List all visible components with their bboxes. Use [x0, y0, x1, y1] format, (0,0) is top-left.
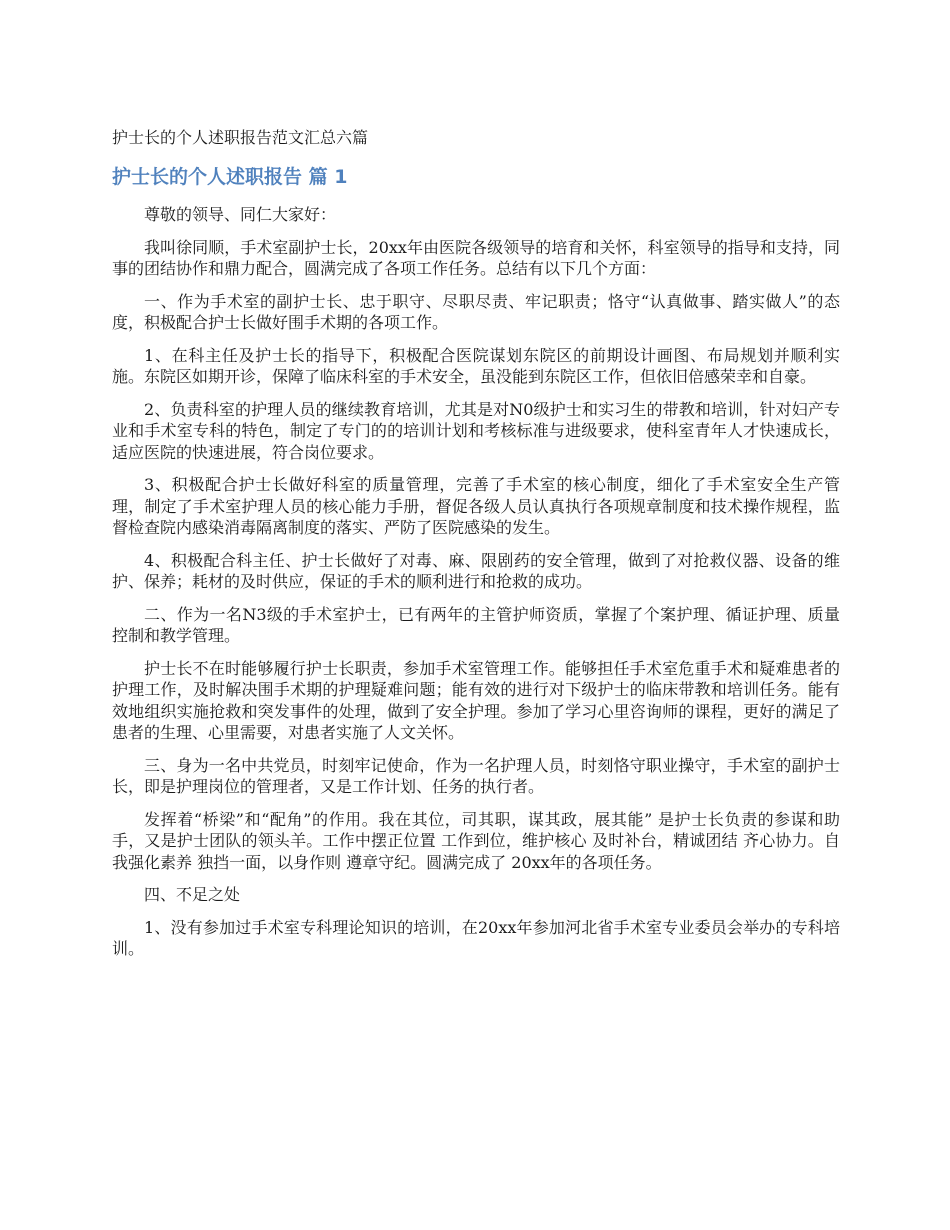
paragraph-item-1: 1、在科主任及护士长的指导下，积极配合医院谋划东院区的前期设计画图、布局规划并顺利实施。东院区如期开诊，保障了临床科室的手术安全，虽没能到东院区工作，但依旧倍感荣幸和自豪。	[112, 345, 840, 386]
paragraph-item-4: 4、积极配合科主任、护士长做好了对毒、麻、限剧药的安全管理，做到了对抢救仪器、设备的维护、保养；耗材的及时供应，保证的手术的顺利进行和抢救的成功。	[112, 550, 840, 591]
section-heading: 护士长的个人述职报告 篇 1	[112, 166, 348, 188]
document-title: 护士长的个人述职报告范文汇总六篇	[112, 128, 369, 147]
paragraph-item-3: 3、积极配合护士长做好科室的质量管理，完善了手术室的核心制度，细化了手术室安全生产管理，制定了手术室护理人员的核心能力手册，督促各级人员认真执行各项规章制度和技术操作规程，监督检查院内感染消毒隔离制度的落实、严防了医院感染的发生。	[112, 475, 840, 537]
paragraph-part-two: 二、作为一名N3级的手术室护士，已有两年的主管护师资质，掌握了个案护理、循证护理、质量控制和教学管理。	[112, 604, 840, 645]
paragraph-part-three: 三、身为一名中共党员，时刻牢记使命，作为一名护理人员，时刻恪守职业操守，手术室的副护士长，即是护理岗位的管理者，又是工作计划、任务的执行者。	[112, 755, 840, 796]
paragraph-part-one: 一、作为手术室的副护士长、忠于职守、尽职尽责、牢记职责；恪守“认真做事、踏实做人”的态度，积极配合护士长做好围手术期的各项工作。	[112, 291, 840, 332]
paragraph-duties: 护士长不在时能够履行护士长职责，参加手术室管理工作。能够担任手术室危重手术和疑难患者的护理工作，及时解决围手术期的护理疑难问题；能有效的进行对下级护士的临床带教和培训任务。能有效地组织实施抢救和突发事件的处理，做到了安全护理。参加了学习心里咨询师的课程，更好的满足了患者的生理、心里需要，对患者实施了人文关怀。	[112, 658, 840, 742]
paragraph-greeting: 尊敬的领导、同仁大家好：	[144, 205, 337, 224]
paragraph-shortcoming-1: 1、没有参加过手术室专科理论知识的培训，在20xx年参加河北省手术室专业委员会举办的专科培训。	[112, 917, 840, 958]
document-body	[112, 204, 840, 971]
paragraph-item-2: 2、负责科室的护理人员的继续教育培训，尤其是对N0级护士和实习生的带教和培训，针对妇产专业和手术室专科的特色，制定了专门的的培训计划和考核标准与进级要求，使科室青年人才快速成长，适应医院的快速进展，符合岗位要求。	[112, 399, 840, 462]
paragraph-intro: 我叫徐同顺，手术室副护士长，20xx年由医院各级领导的培育和关怀，科室领导的指导和支持，同事的团结协作和鼎力配合，圆满完成了各项工作任务。总结有以下几个方面：	[112, 237, 840, 278]
paragraph-role: 发挥着“桥梁”和“配角”的作用。我在其位，司其职，谋其政，展其能” 是护士长负责的参谋和助手，又是护士团队的领头羊。工作中摆正位置 工作到位，维护核心 及时补台，精诚团结 齐心协力。自我强化素养 独挡一面，以身作则 遵章守纪。圆满完成了 20xx年的各项任务。	[112, 809, 840, 872]
paragraph-part-four: 四、不足之处	[144, 885, 241, 904]
